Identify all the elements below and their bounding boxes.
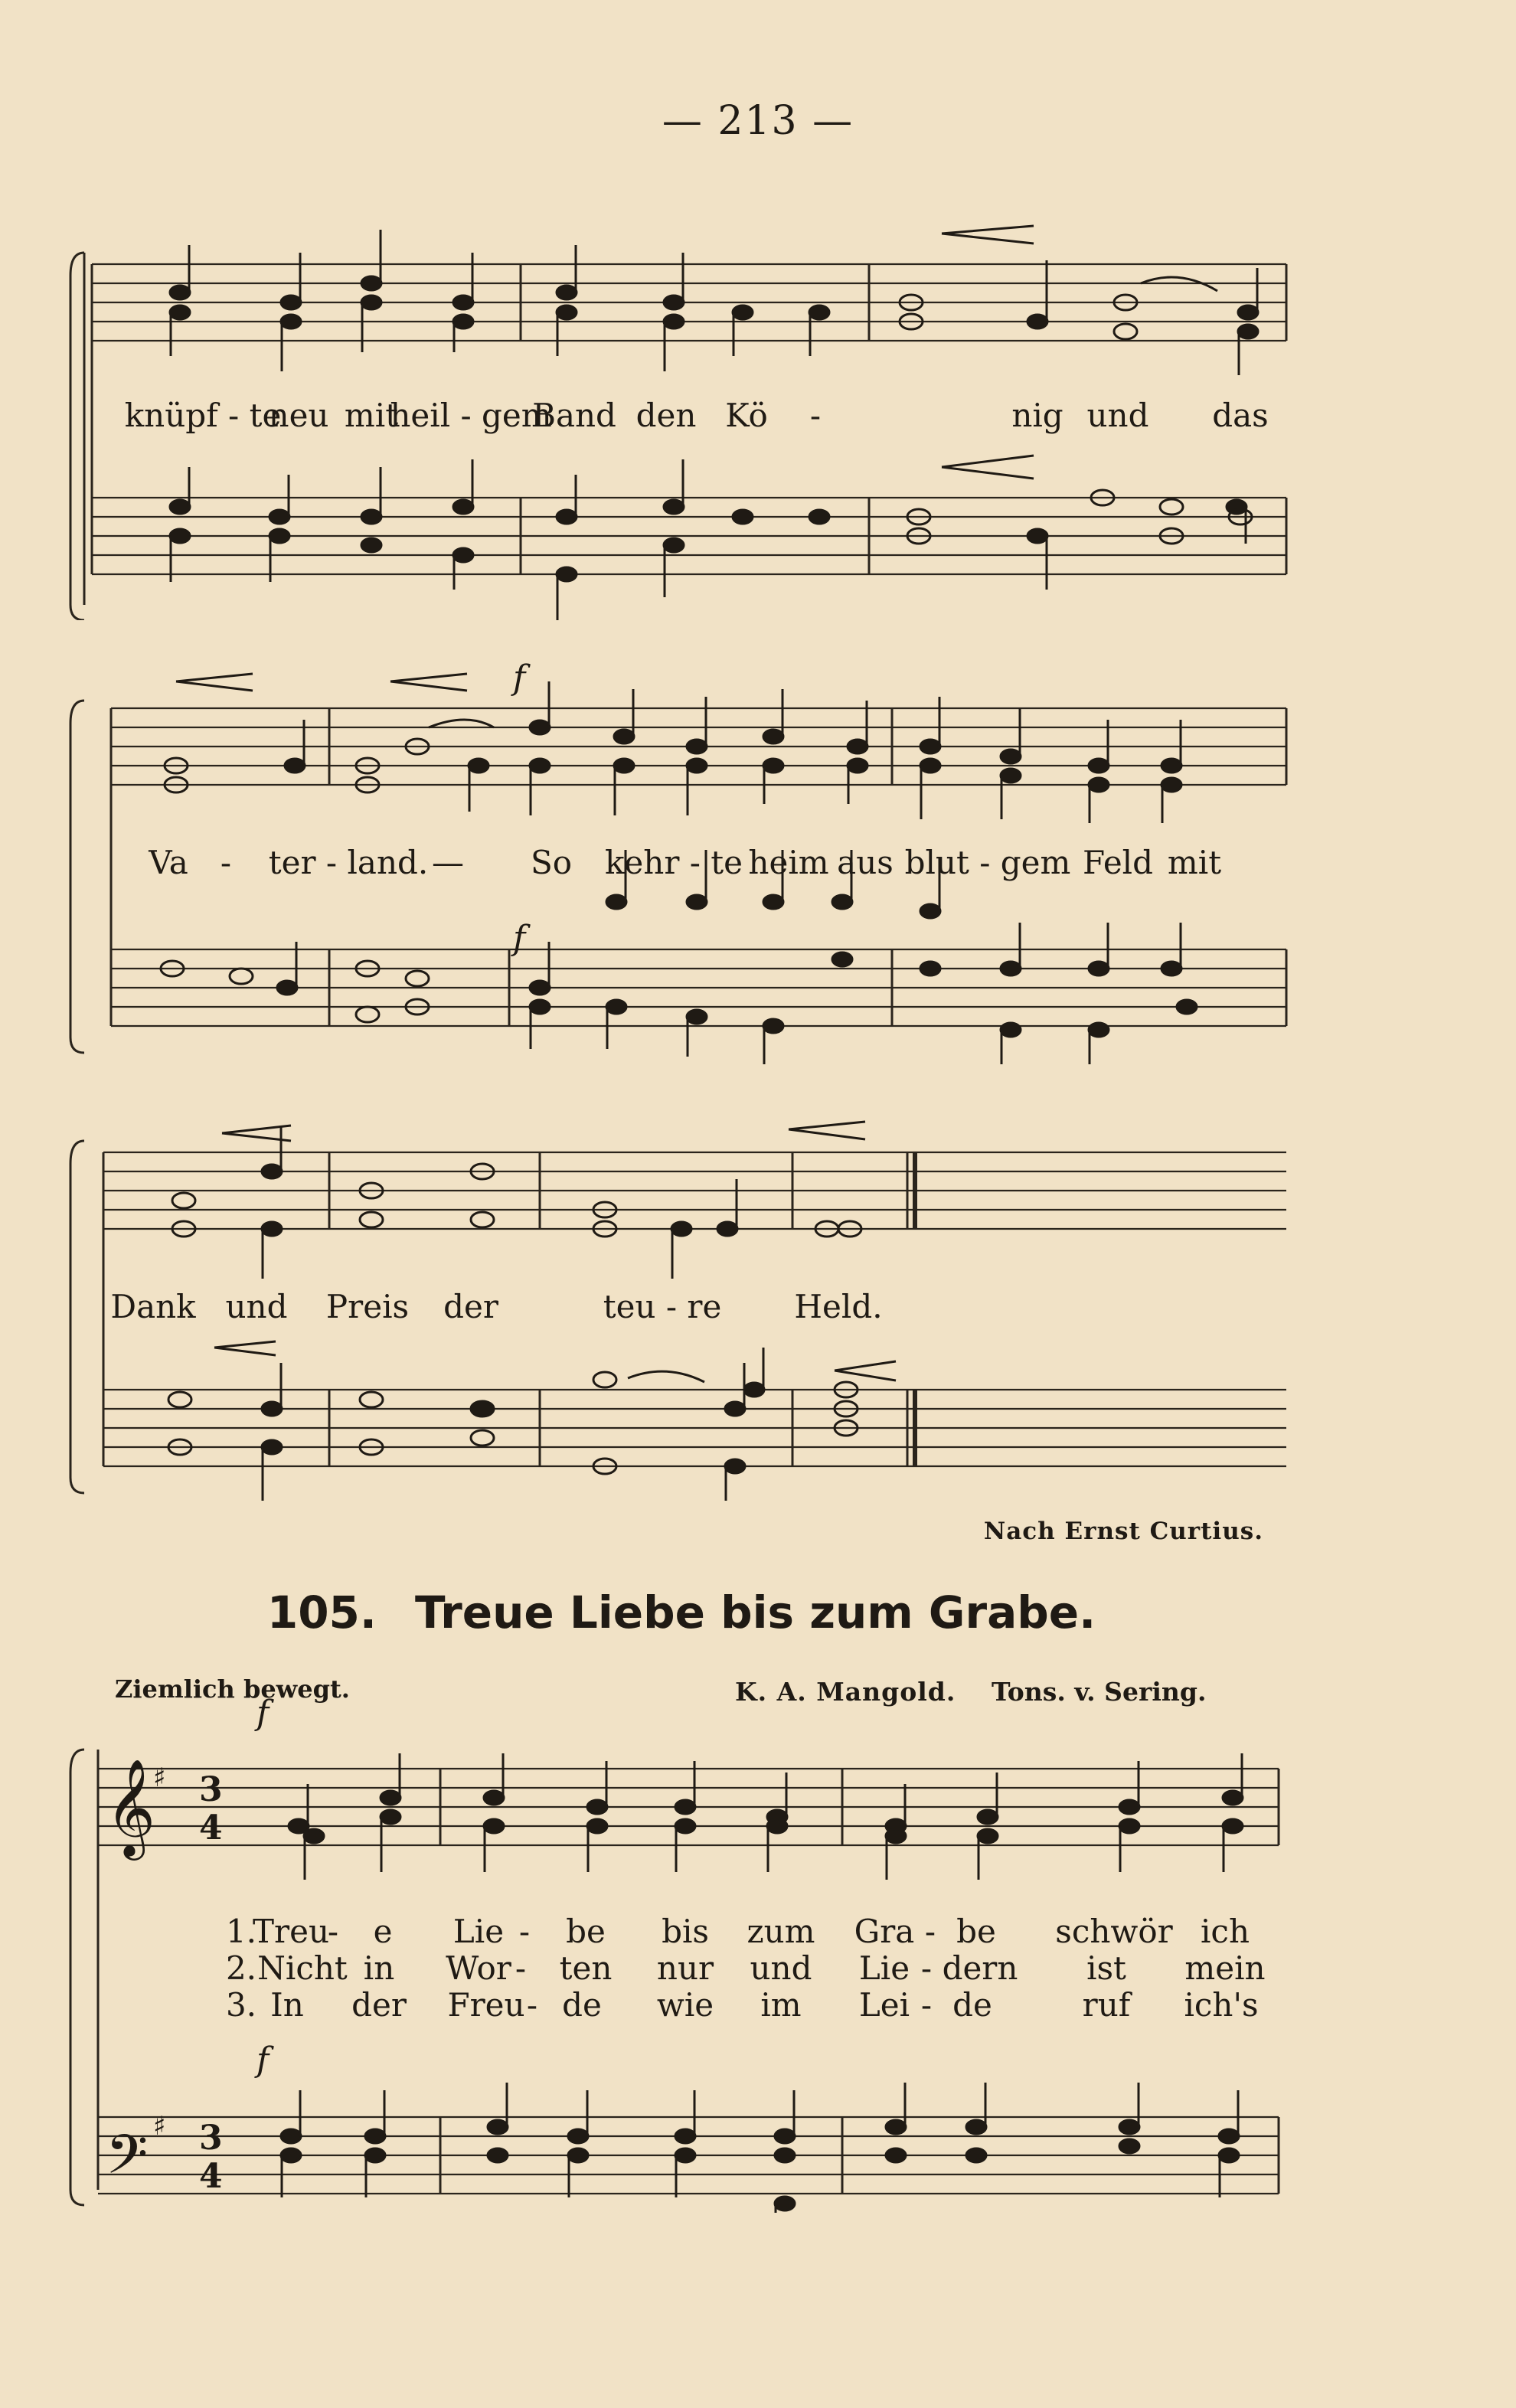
time-signature-bottom: 4: [199, 1808, 223, 1848]
lyric-syllable: Lei: [858, 1986, 910, 2024]
tempo-marking: Ziemlich bewegt.: [115, 1674, 350, 1704]
lyric-syllable: ich: [1200, 1913, 1250, 1950]
lyric-syllable: e: [373, 1913, 393, 1950]
time-signature-top: 3: [199, 1770, 223, 1809]
lyric-syllable: de: [562, 1986, 602, 2024]
lyric-syllable: ter - land.: [268, 844, 429, 881]
lyric-syllable: teu - re: [603, 1288, 722, 1325]
composer: K. A. Mangold.: [735, 1677, 956, 1707]
lyric-syllable: im: [760, 1986, 802, 2024]
key-signature-sharp-icon: ♯: [153, 1763, 166, 1793]
song-title-text: Treue Liebe bis zum Grabe.: [414, 1586, 1096, 1639]
page-number: — 213 —: [662, 98, 854, 144]
lyric-syllable: -: [809, 397, 822, 434]
music-system-2: [69, 658, 1294, 1064]
lyric-syllable: Kö: [725, 397, 768, 434]
lyric-syllable: Feld: [1082, 844, 1154, 881]
song-title: [0, 1586, 1363, 1639]
lyric-syllable: Lie: [453, 1913, 505, 1950]
lyric-syllable: Nicht: [257, 1949, 348, 1987]
lyric-syllable: Preis: [325, 1288, 410, 1325]
lyric-syllable: -: [920, 1949, 933, 1987]
dynamic-forte: f: [256, 2040, 270, 2080]
lyric-syllable: der: [443, 1288, 498, 1325]
lyric-syllable: zum: [747, 1913, 815, 1950]
music-system-1: [69, 222, 1294, 620]
lyric-syllable: neu: [268, 397, 329, 434]
time-signature-bottom: 4: [199, 2157, 223, 2196]
dynamic-forte: f: [256, 1694, 270, 1733]
lyric-syllable: den: [635, 397, 697, 434]
lyric-syllable: mit: [1167, 844, 1222, 881]
lyric-syllable: dern: [942, 1949, 1018, 1987]
lyric-line: [69, 1288, 1294, 1331]
lyric-syllable: in: [363, 1949, 395, 1987]
verse-number: 3.: [225, 1986, 257, 2024]
text-credit: Nach Ernst Curtius.: [983, 1518, 1263, 1545]
lyric-syllable: das: [1212, 397, 1269, 434]
lyric-syllable: be: [566, 1913, 606, 1950]
lyric-syllable: nur: [656, 1949, 714, 1987]
lyric-syllable: —: [432, 844, 464, 881]
lyric-syllable: Gra: [854, 1913, 915, 1950]
lyric-syllable: Wor: [446, 1949, 511, 1987]
bass-clef-icon: 𝄢: [106, 2123, 149, 2200]
lyric-syllable: In: [270, 1986, 304, 2024]
dynamic-forte: f: [513, 658, 526, 698]
lyric-syllable: wie: [656, 1986, 714, 2024]
lyric-syllable: bis: [662, 1913, 709, 1950]
lyric-syllable: Lie: [858, 1949, 910, 1987]
time-signature-top: 3: [199, 2119, 223, 2158]
lyric-line: [69, 397, 1294, 439]
lyric-syllable: und: [750, 1949, 812, 1987]
lyric-syllable: blut - gem: [904, 844, 1071, 881]
lyric-syllable: de: [952, 1986, 992, 2024]
lyric-syllable: kehr - te: [604, 844, 743, 881]
lyric-syllable: und: [225, 1288, 288, 1325]
lyric-syllable: schwör: [1055, 1913, 1173, 1950]
lyric-syllable: So: [530, 844, 573, 881]
verse-number: 2.: [225, 1949, 257, 1987]
lyric-syllable: -: [327, 1913, 339, 1950]
lyric-syllable: -: [526, 1986, 538, 2024]
lyric-syllable: Freu: [447, 1986, 525, 2024]
lyric-syllable: Va: [149, 844, 188, 881]
lyric-syllable: ruf: [1082, 1986, 1131, 2024]
lyric-syllable: Band: [532, 397, 616, 434]
lyric-syllable: -: [515, 1949, 527, 1987]
lyric-syllable: knüpf - te: [124, 397, 282, 434]
music-system-4: [69, 1694, 1294, 2213]
lyric-syllable: ist: [1086, 1949, 1126, 1987]
lyric-line: [69, 844, 1294, 887]
key-signature-sharp-icon: ♯: [153, 2111, 166, 2142]
lyric-syllable: mit: [344, 397, 399, 434]
arranger: Tons. v. Sering.: [992, 1677, 1207, 1707]
lyric-syllable: -: [924, 1913, 936, 1950]
lyric-syllable: und: [1086, 397, 1149, 434]
lyric-syllable: aus: [837, 844, 894, 881]
lyric-syllable: Held.: [794, 1288, 883, 1325]
lyric-syllable: Dank: [110, 1288, 196, 1325]
treble-clef-icon: 𝄞: [106, 1758, 156, 1856]
lyric-syllable: -: [920, 1986, 933, 2024]
lyric-syllable: nig: [1011, 397, 1063, 434]
lyric-syllable: ten: [559, 1949, 613, 1987]
lyric-syllable: mein: [1184, 1949, 1266, 1987]
verse-number: 1.: [225, 1913, 257, 1950]
lyric-syllable: der: [351, 1986, 407, 2024]
lyric-syllable: heil - gem: [390, 397, 552, 434]
song-number: 105.: [266, 1586, 377, 1639]
lyric-syllable: be: [956, 1913, 996, 1950]
lyric-syllable: Treu: [253, 1913, 329, 1950]
dynamic-forte: f: [513, 919, 526, 958]
music-system-3: [69, 1118, 1294, 1501]
lyric-syllable: -: [220, 844, 232, 881]
lyric-verse-3: [69, 1986, 1294, 2029]
lyric-syllable: ich's: [1184, 1986, 1259, 2024]
lyric-syllable: -: [518, 1913, 531, 1950]
lyric-syllable: heim: [748, 844, 829, 881]
